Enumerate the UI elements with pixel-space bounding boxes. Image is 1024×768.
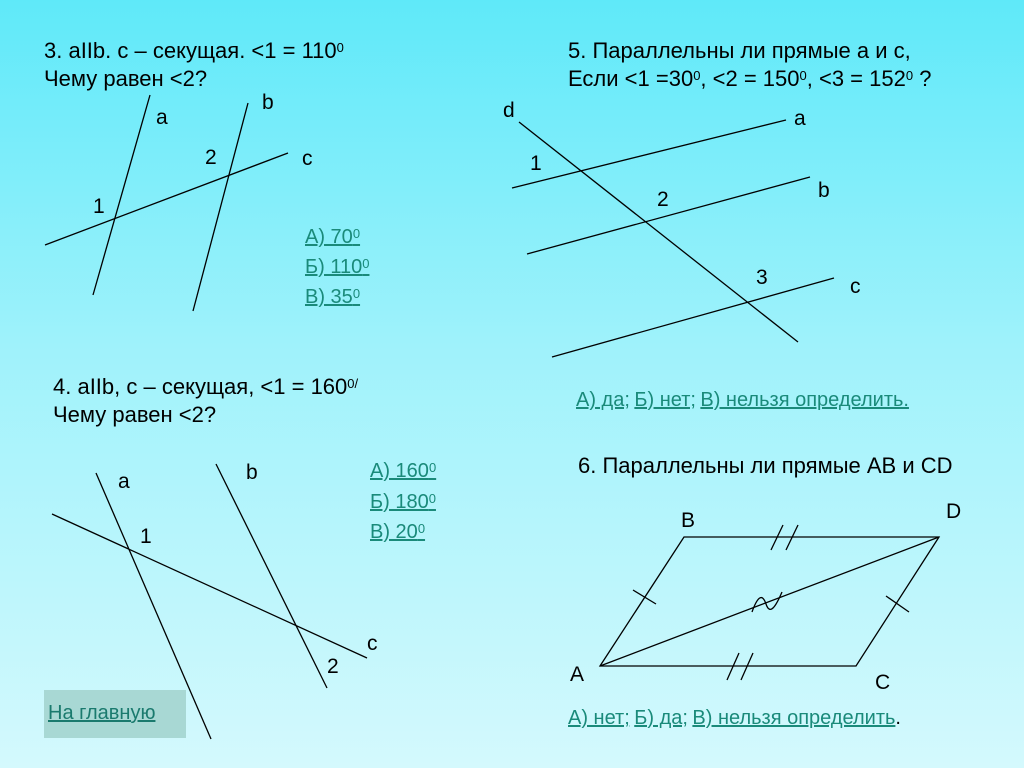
q5-title: 5. Параллельны ли прямые а и с, (568, 38, 911, 63)
q5-label-d: d (503, 99, 515, 122)
q4-label-b: b (246, 461, 258, 484)
q5-answers (576, 386, 909, 414)
q5-label-b: b (818, 179, 830, 202)
q4-angle-1: 1 (140, 525, 152, 548)
q3-angle-2: 2 (205, 146, 217, 169)
q4-question: Чему равен <2? (53, 402, 217, 427)
q6-label-B: B (681, 509, 696, 532)
q3-line-b (193, 103, 248, 311)
q4-angle-2: 2 (327, 655, 339, 678)
q6-tick-ab (633, 590, 656, 604)
q5-angle-1: 1 (530, 152, 542, 175)
q4-title: 4. aIIb, c – секущая, $<1 = 160^{0/}$ (53, 374, 359, 399)
q6-trailing-period: . (895, 707, 901, 729)
q6-title: 6. Параллельны ли прямые AB и CD (578, 453, 953, 478)
q5-label-c: c (850, 275, 861, 298)
q3-angle-1: 1 (93, 195, 105, 218)
q5-angle-3: 3 (756, 266, 768, 289)
q4-line-b (216, 464, 327, 688)
q6-label-C: C (875, 671, 891, 694)
q5-line-c (552, 278, 834, 357)
q4-line-c (52, 514, 367, 658)
q6-answer-b[interactable]: Б) да; (634, 707, 688, 729)
q3-answer-b[interactable]: Б) $110^0$ (305, 256, 370, 278)
q3-label-a: a (156, 106, 168, 129)
q5-line-a (512, 120, 786, 188)
q3-label-c: c (302, 147, 313, 170)
q5-question: Если $<1 =30^0$, $<2 = 150^0$, $<3 = 152^0$ ? (568, 66, 932, 91)
q6-label-A: A (570, 663, 585, 686)
q5-answer-b[interactable]: Б) нет; (634, 389, 696, 411)
q6-answers (568, 704, 901, 732)
q6-answer-a[interactable]: А) нет; (568, 707, 630, 729)
q3-label-b: b (262, 91, 274, 114)
q3-title: 3. aIIb. c – секущая. $<1 = 110^0$ (44, 38, 344, 63)
q4-label-c: c (367, 632, 378, 655)
q3-answer-c[interactable]: В) $35^0$ (305, 286, 361, 308)
q4-answer-b[interactable]: Б) $180^0$ (370, 491, 436, 513)
home-button[interactable]: На главную (44, 690, 186, 738)
q3-question: Чему равен <2? (44, 66, 208, 91)
q5-answer-a[interactable]: А) да; (576, 389, 630, 411)
q6-label-D: D (946, 500, 962, 523)
q6-answer-c[interactable]: В) нельзя определить (692, 707, 896, 729)
q3-answer-a[interactable]: А) $70^0$ (305, 226, 361, 248)
q5-angle-2: 2 (657, 188, 669, 211)
q5-answer-c[interactable]: В) нельзя определить. (700, 389, 909, 411)
q3-line-c (45, 153, 288, 245)
q5-label-a: a (794, 107, 806, 130)
q4-answer-a[interactable]: А) $160^0$ (370, 460, 437, 482)
q6-tick-cd (886, 596, 909, 612)
q4-label-a: a (118, 470, 130, 493)
q4-answer-c[interactable]: В) $20^0$ (370, 521, 426, 543)
q5-line-d (519, 122, 798, 342)
